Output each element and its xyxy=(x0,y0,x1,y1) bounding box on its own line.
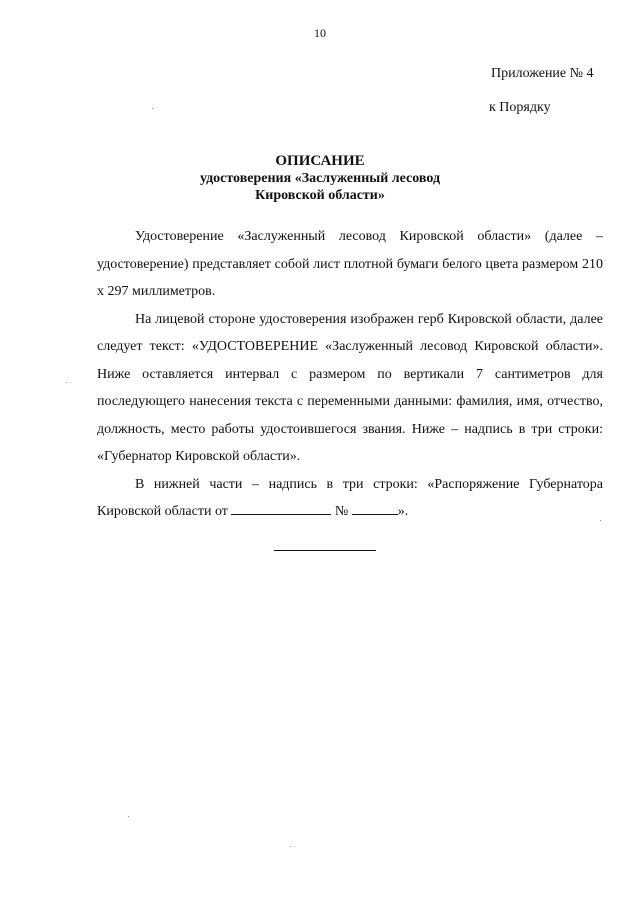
title-main: ОПИСАНИЕ xyxy=(275,153,365,169)
scan-speck xyxy=(128,816,129,817)
paragraph-3-text: В нижней части – надпись в три строки: «Распоряжение Губернатора Кировской области от xyxy=(97,476,603,519)
appendix-order-reference: к Порядку xyxy=(489,100,551,115)
date-blank xyxy=(231,502,331,515)
number-blank xyxy=(352,502,398,515)
number-sign: № xyxy=(334,504,349,519)
document-title xyxy=(0,152,640,204)
title-subtitle-line-2: Кировской области» xyxy=(255,188,385,203)
paragraph-3 xyxy=(97,471,603,526)
appendix-number: Приложение № 4 xyxy=(491,66,594,81)
title-subtitle-line-1: удостоверения «Заслуженный лесовод xyxy=(199,171,441,186)
paragraph-1: Удостоверение «Заслуженный лесовод Кировской области» (далее – удостоверение) представляет собой лист плотной бумаги белого цвета размером 210 х 297 миллиметров. xyxy=(97,229,603,299)
end-divider xyxy=(274,550,376,551)
paragraph-3-closing: ». xyxy=(397,504,409,519)
scan-speck xyxy=(600,520,601,521)
scan-speck xyxy=(66,382,67,383)
scan-speck xyxy=(290,846,291,847)
paragraph-2: На лицевой стороне удостоверения изображен герб Кировской области, далее следует текст: «УДОСТОВЕРЕНИЕ «Заслуженный лесовод Кировской области». Ниже оставляется интервал с размером по вертикали 7 сантиметров для последующего нанесения текста с переменными данными: фамилия, имя, отчество, должность, место работы удостоившегося звания. Ниже – надпись в три строки: «Губернатор Кировской области». xyxy=(97,311,603,464)
document-body xyxy=(97,223,603,526)
page-number: 10 xyxy=(314,26,326,40)
scan-speck xyxy=(152,108,153,109)
